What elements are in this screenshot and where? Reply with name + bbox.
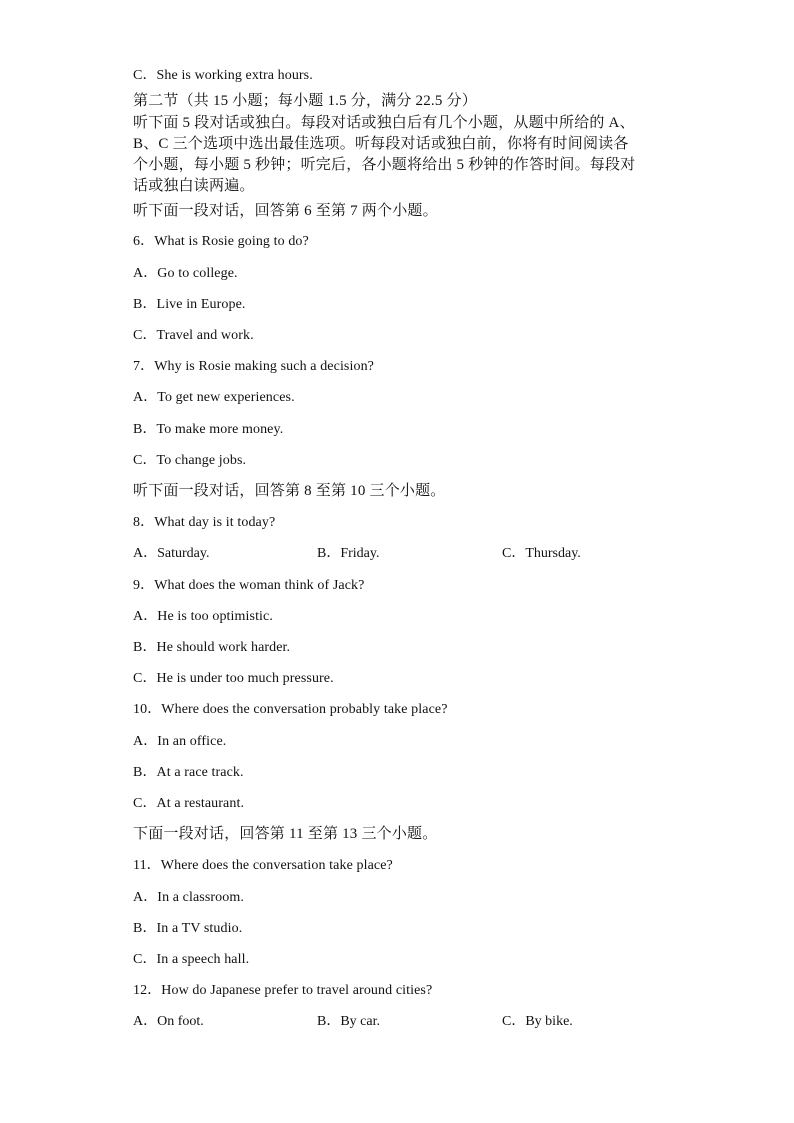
- question-11-option-b: B．In a TV studio.: [133, 921, 243, 936]
- question-9-option-a: A．He is too optimistic.: [133, 609, 273, 624]
- question-8-option-b: B．Friday.: [317, 546, 380, 561]
- question-9-option-b: B．He should work harder.: [133, 640, 291, 655]
- option-c-previous: C．She is working extra hours.: [133, 68, 313, 83]
- question-6: 6．What is Rosie going to do?: [133, 234, 309, 249]
- question-6-option-c: C．Travel and work.: [133, 328, 254, 343]
- instructions-line-3: 个小题，每小题 5 秒钟；听完后，各小题将给出 5 秒钟的作答时间。每段对: [133, 157, 636, 173]
- question-6-option-b: B．Live in Europe.: [133, 297, 246, 312]
- question-8-option-c: C．Thursday.: [502, 546, 581, 561]
- question-7-option-b: B．To make more money.: [133, 422, 284, 437]
- question-8: 8．What day is it today?: [133, 515, 276, 530]
- question-9: 9．What does the woman think of Jack?: [133, 578, 365, 593]
- dialogue-intro-8-10: 听下面一段对话，回答第 8 至第 10 三个小题。: [133, 483, 446, 499]
- question-10: 10．Where does the conversation probably take place?: [133, 702, 448, 717]
- dialogue-intro-6-7: 听下面一段对话，回答第 6 至第 7 两个小题。: [133, 203, 438, 219]
- question-6-option-a: A．Go to college.: [133, 266, 238, 281]
- question-10-option-a: A．In an office.: [133, 734, 227, 749]
- question-12-option-a: A．On foot.: [133, 1014, 204, 1029]
- question-10-option-b: B．At a race track.: [133, 765, 244, 780]
- question-7-option-a: A．To get new experiences.: [133, 390, 295, 405]
- question-8-option-a: A．Saturday.: [133, 546, 210, 561]
- question-12-option-c: C．By bike.: [502, 1014, 573, 1029]
- instructions-line-2: B、C 三个选项中选出最佳选项。听每段对话或独白前，你将有时间阅读各: [133, 136, 629, 152]
- instructions-line-4: 话或独白读两遍。: [133, 178, 255, 194]
- question-11-option-a: A．In a classroom.: [133, 890, 244, 905]
- question-12: 12．How do Japanese prefer to travel around cities?: [133, 983, 433, 998]
- question-9-option-c: C．He is under too much pressure.: [133, 671, 334, 686]
- question-11: 11．Where does the conversation take place?: [133, 858, 393, 873]
- question-10-option-c: C．At a restaurant.: [133, 796, 245, 811]
- question-12-option-b: B．By car.: [317, 1014, 380, 1029]
- dialogue-intro-11-13: 下面一段对话，回答第 11 至第 13 三个小题。: [133, 826, 438, 842]
- instructions-line-1: 听下面 5 段对话或独白。每段对话或独白后有几个小题，从题中所给的 A、: [133, 115, 635, 131]
- question-7: 7．Why is Rosie making such a decision?: [133, 359, 374, 374]
- question-7-option-c: C．To change jobs.: [133, 453, 247, 468]
- question-11-option-c: C．In a speech hall.: [133, 952, 250, 967]
- section-heading: 第二节（共 15 小题；每小题 1.5 分，满分 22.5 分）: [133, 93, 477, 109]
